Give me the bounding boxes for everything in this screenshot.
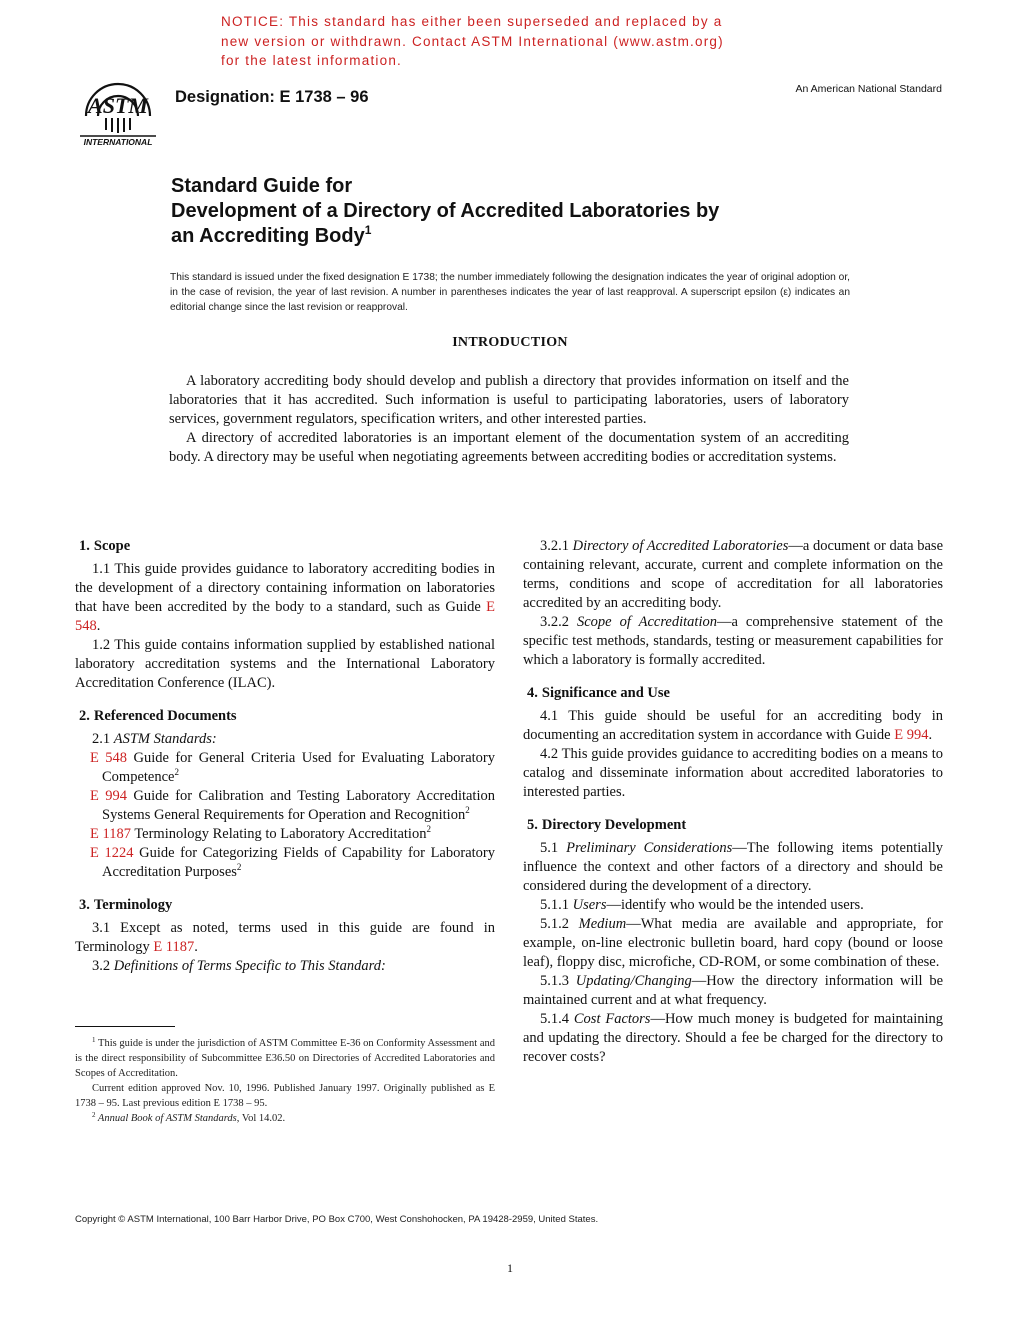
ref-link[interactable]: E 994 (90, 788, 127, 804)
section-heading-significance (523, 684, 943, 703)
item-text: —How much money is budgeted for maintaining and updating the directory. Should a fee be charged for the directory to recover costs? (523, 1011, 944, 1065)
footnote-1-edition: Current edition approved Nov. 10, 1996. Published January 1997. Originally published as E 1738 – 95. Last previous edition E 1738 – 95. (75, 1083, 495, 1109)
ref-link-e548[interactable]: E 548 (75, 599, 495, 634)
footnote-mark: 2 (92, 1111, 96, 1119)
paragraph-number: 2.1 (92, 731, 114, 747)
title-footnote-mark: 1 (364, 223, 372, 237)
item-term: Medium (578, 916, 627, 932)
development-item (523, 1010, 943, 1067)
footnote-divider (75, 1026, 175, 1027)
section-number: 5. (527, 817, 538, 833)
section-heading-referenced (75, 707, 495, 726)
paragraph-number: 5.1.1 (540, 897, 573, 913)
page-number: 1 (507, 1261, 513, 1275)
paragraph-text: 1.1 This guide provides guidance to laboratory accrediting bodies in the development of a directory containing information on laboratories that have been accredited by the body to a standard, such as Guide (75, 561, 495, 615)
title-line-2: Development of a Directory of Accredited Laboratories by (171, 200, 720, 222)
footnote-mark: 2 (465, 805, 470, 815)
reference-item (75, 825, 495, 844)
notice-line: new version or withdrawn. Contact ASTM International (www.astm.org) (221, 33, 724, 49)
section-title: Directory Development (541, 817, 687, 833)
development-item (523, 972, 943, 1010)
footnote-italic: Annual Book of ASTM Standards (95, 1113, 237, 1124)
paragraph-4-2: 4.2 This guide provides guidance to accrediting bodies on a means to catalog and disseminate information about accredited laboratories to interested parties. (523, 746, 943, 800)
item-term: Preliminary Considerations (566, 840, 733, 856)
paragraph-number: 3.2 (92, 958, 114, 974)
designation: Designation: E 1738 – 96 (175, 88, 369, 106)
paragraph-number: 3.2.2 (540, 614, 577, 630)
supersession-notice (221, 12, 781, 71)
item-text: —How the directory information will be maintained current and at what frequency. (523, 973, 944, 1008)
introduction-body (169, 372, 849, 467)
notice-line: for the latest information. (221, 53, 402, 68)
reference-text: Guide for Categorizing Fields of Capability for Laboratory Accreditation Purposes (102, 845, 495, 880)
section-title: Terminology (93, 897, 173, 913)
footnote-text: This guide is under the jurisdiction of ASTM Committee E-36 on Conformity Assessment and is the direct responsibility of Subcommittee E36.50 on Directories of Accredited Laboratories and Scopes of Accreditation. (75, 1038, 495, 1079)
item-text: —What media are available and appropriate, for example, on-line electronic bulletin board, hard copy (bound or loose leaf), floppy disc, microfiche, CD-ROM, or some combination of these. (523, 916, 943, 970)
item-text: —The following items potentially influence the context and other factors of a directory and should be considered during the development of a directory. (523, 840, 944, 894)
section-title: Referenced Documents (93, 708, 237, 724)
section-heading-scope (75, 537, 495, 556)
notice-line: NOTICE: This standard has either been superseded and replaced by a (221, 14, 723, 29)
reference-item (75, 749, 495, 787)
paragraph-1-2: 1.2 This guide contains information supplied by established national laboratory accreditation systems and the International Laboratory Accreditation Conference (ILAC). (75, 637, 495, 691)
introduction-paragraph: A laboratory accrediting body should develop and publish a directory that provides information on itself and the laboratories that it has accredited. Such information is useful to participating laboratories, users of laboratory services, government regulators, specification writers, and other interested parties. (169, 373, 849, 427)
ref-link[interactable]: E 548 (90, 750, 128, 766)
defined-term: Directory of Accredited Laboratories (572, 538, 789, 554)
definition-3-2-1 (523, 537, 943, 613)
reference-text: Terminology Relating to Laboratory Accreditation (130, 826, 427, 842)
item-term: Cost Factors (573, 1011, 651, 1027)
ref-link-e994[interactable]: E 994 (894, 727, 929, 743)
item-term: Updating/Changing (575, 973, 692, 989)
footnote-1 (75, 1036, 495, 1081)
ref-link-e1187[interactable]: E 1187 (153, 939, 195, 955)
copyright: Copyright © ASTM International, 100 Barr Harbor Drive, PO Box C700, West Conshohocken, PA 19428-2959, United States. (75, 1214, 599, 1225)
reference-item (75, 787, 495, 825)
paragraph-number: 3.2.1 (540, 538, 573, 554)
issued-note: This standard is issued under the fixed designation E 1738; the number immediately following the designation indicates the year of original adoption or, in the case of revision, the year of last revision. A number in parentheses indicates the year of last reapproval. A superscript epsilon (ε) indicates an editorial change since the last revision or reapproval. (170, 272, 850, 313)
ref-link[interactable]: E 1187 (90, 826, 131, 842)
paragraph-text: 3.1 Except as noted, terms used in this guide are found in Terminology (75, 920, 495, 955)
development-item (523, 915, 943, 972)
item-term: Users (572, 897, 607, 913)
section-title: Scope (93, 538, 131, 554)
paragraph-number: 5.1.2 (540, 916, 579, 932)
footnote-mark: 2 (174, 767, 179, 777)
astm-logo (76, 78, 160, 148)
section-title: Significance and Use (541, 685, 670, 701)
paragraph-text: 4.1 This guide should be useful for an accrediting body in documenting an accreditation system in accordance with Guide (523, 708, 943, 743)
title-line-3-text: an Accrediting Body (171, 225, 365, 247)
logo-text: ASTM (88, 93, 148, 118)
title-line-1: Standard Guide for (171, 175, 353, 197)
paragraph-number: 5.1.3 (540, 973, 576, 989)
right-column (523, 537, 943, 1067)
introduction-heading: INTRODUCTION (452, 335, 568, 350)
footnote-mark: 2 (426, 824, 431, 834)
paragraph-1-1 (75, 560, 495, 636)
section-number: 2. (79, 708, 90, 724)
section-number: 1. (79, 538, 90, 554)
defined-term: Scope of Accreditation (576, 614, 717, 630)
paragraph-number: 5.1.4 (540, 1011, 574, 1027)
reference-text: Guide for Calibration and Testing Laboratory Accreditation Systems General Requirements for Operation and Recognition (102, 788, 495, 823)
paragraph-number: 5.1 (540, 840, 567, 856)
footnote-text: , Vol 14.02. (236, 1113, 286, 1124)
section-number: 4. (527, 685, 538, 701)
section-heading-terminology (75, 896, 495, 915)
document-title (171, 174, 719, 249)
development-item (523, 896, 943, 915)
paragraph-end: . (928, 727, 933, 743)
title-line-3 (171, 224, 719, 249)
paragraph-2-1 (75, 730, 495, 749)
ref-link[interactable]: E 1224 (90, 845, 134, 861)
section-heading-development (523, 816, 943, 835)
definition-text: —a comprehensive statement of the specific test methods, standards, testing or measurement capabilities for which a laboratory is formally accredited. (523, 614, 943, 668)
development-item (523, 839, 943, 896)
logo-subtext: INTERNATIONAL (83, 137, 153, 147)
footnote-mark: 2 (236, 862, 242, 872)
national-standard-label: An American National Standard (795, 83, 942, 95)
introduction-paragraph: A directory of accredited laboratories is an important element of the documentation system of an accrediting body. A directory may be useful when negotiating agreements between accrediting bodies or accreditation systems. (169, 430, 849, 465)
footnote-2 (75, 1111, 495, 1126)
reference-item (75, 844, 495, 882)
paragraph-3-2 (75, 957, 495, 976)
subsection-title: ASTM Standards: (113, 731, 217, 747)
footnotes (75, 1036, 495, 1126)
item-text: —identify who would be the intended users. (606, 897, 864, 913)
subsection-title: Definitions of Terms Specific to This Standard: (113, 958, 386, 974)
paragraph-3-1 (75, 919, 495, 957)
section-number: 3. (79, 897, 90, 913)
paragraph-4-1 (523, 707, 943, 745)
paragraph-end: . (194, 939, 198, 955)
definition-text: —a document or data base containing relevant, accurate, current and complete information on the terms, conditions and scope of accreditation for all laboratories accredited by an accrediting body. (523, 538, 944, 611)
definition-3-2-2 (523, 613, 943, 670)
paragraph-end: . (96, 618, 101, 634)
reference-text: Guide for General Criteria Used for Evaluating Laboratory Competence (102, 750, 495, 785)
footnote-mark: 1 (92, 1036, 96, 1044)
left-column (75, 537, 495, 976)
